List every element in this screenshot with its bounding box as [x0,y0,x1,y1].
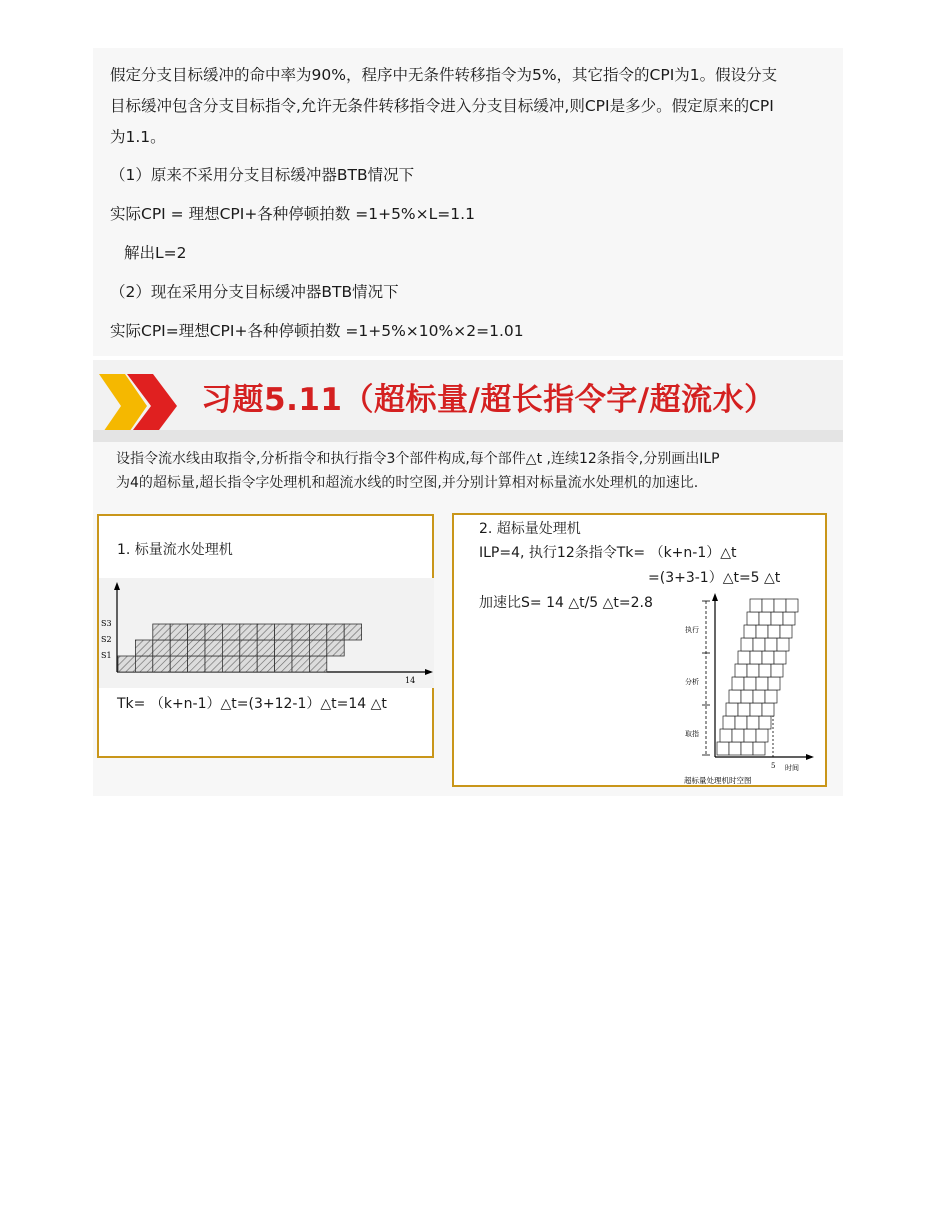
superscalar-cell [735,664,747,677]
pipeline-cell [292,640,309,656]
pipeline-cell [135,640,152,656]
pipeline-cell [309,640,326,656]
exercise-title: 习题5.11（超标量/超长指令字/超流水） [201,382,776,418]
pipeline-cell [222,656,239,672]
superscalar-cell [756,729,768,742]
superscalar-cell [759,716,771,729]
pipeline-cell [153,624,170,640]
superscalar-cell [771,612,783,625]
superscalar-formula-1: ILP=4, 执行12条指令Tk= （k+n-1）△t [479,545,737,561]
pipeline-cell [205,656,222,672]
superscalar-cell [732,729,744,742]
superscalar-cell [720,729,732,742]
superscalar-cell [753,638,765,651]
problem-text-line-3: 为1.1。 [110,128,166,146]
pipeline-cell [275,624,292,640]
diagram-caption: 超标量处理机时空图 [684,776,752,785]
superscalar-cell [768,625,780,638]
superscalar-cell [738,703,750,716]
pipeline-cell [153,656,170,672]
case1-heading: （1）原来不采用分支目标缓冲器BTB情况下 [110,166,415,184]
superscalar-cell [741,690,753,703]
pipeline-cell [275,640,292,656]
pipeline-cell [188,656,205,672]
stage-label-s1: S1 [101,651,112,660]
superscalar-cell [717,742,729,755]
exercise-section [93,442,843,796]
superscalar-grid [717,599,798,755]
pipeline-cell [275,656,292,672]
superscalar-cell [780,625,792,638]
case2-formula: 实际CPI=理想CPI+各种停顿拍数 =1+5%×10%×2=1.01 [110,322,524,340]
superscalar-cell [762,599,774,612]
pipeline-cell [327,640,344,656]
superscalar-cell [765,690,777,703]
case1-result: 解出L=2 [124,244,187,262]
superscalar-cell [744,729,756,742]
superscalar-cell [762,651,774,664]
superscalar-cell [726,703,738,716]
problem-text-line-2: 目标缓冲包含分支目标指令,允许无条件转移指令进入分支目标缓冲,则CPI是多少。假定原来的CPI [110,97,774,115]
pipeline-cell [309,624,326,640]
superscalar-cell [777,638,789,651]
pipeline-cell [222,624,239,640]
exercise-description-line-2: 为4的超标量,超长指令字处理机和超流水线的时空图,并分别计算相对标量流水处理机的加速比. [116,475,699,491]
case1-formula: 实际CPI = 理想CPI+各种停顿拍数 =1+5%×L=1.1 [110,205,475,223]
superscalar-cell [729,690,741,703]
previous-solution-section [93,48,843,356]
pipeline-cell [257,624,274,640]
superscalar-cell [783,612,795,625]
pipeline-cell [205,624,222,640]
stage-label-fetch: 取指 [685,730,699,738]
superscalar-cell [750,651,762,664]
pipeline-cell [292,656,309,672]
case2-heading: （2）现在采用分支目标缓冲器BTB情况下 [110,283,399,301]
pipeline-cell [153,640,170,656]
x-axis-end-label: 14 [405,676,416,685]
superscalar-cell [741,638,753,651]
superscalar-cell [771,664,783,677]
scalar-pipeline-box [97,514,434,758]
superscalar-cell [744,677,756,690]
superscalar-cell [741,742,753,755]
superscalar-cell [729,742,741,755]
problem-text-line-1: 假定分支目标缓冲的命中率为90%，程序中无条件转移指令为5%，其它指令的CPI为1。假设分支 [110,66,778,84]
x-axis-tick-5: 5 [771,762,776,770]
pipeline-cell [205,640,222,656]
pipeline-cell [188,640,205,656]
pipeline-cell [257,640,274,656]
superscalar-cell [747,612,759,625]
pipeline-cell [118,656,135,672]
pipeline-cell [309,656,326,672]
superscalar-cell [759,664,771,677]
stage-label-s2: S2 [101,635,112,644]
pipeline-cell [170,640,187,656]
pipeline-cell [240,640,257,656]
y-axis-arrow-icon [712,593,718,601]
superscalar-cell [738,651,750,664]
pipeline-cell [257,656,274,672]
pipeline-cell [292,624,309,640]
scalar-spacetime-diagram [99,578,434,688]
superscalar-cell [744,625,756,638]
superscalar-cell [759,612,771,625]
pipeline-cell [344,624,361,640]
x-axis-arrow-icon [806,754,814,760]
pipeline-cell [240,624,257,640]
superscalar-cell [774,651,786,664]
pipeline-cell [135,656,152,672]
superscalar-cell [768,677,780,690]
pipeline-cell [170,624,187,640]
stage-label-decode: 分析 [685,678,699,686]
superscalar-cell [774,599,786,612]
superscalar-cell [750,599,762,612]
superscalar-cell [723,716,735,729]
banner-divider [93,430,843,442]
scalar-formula: Tk= （k+n-1）△t=(3+12-1）△t=14 △t [117,696,387,712]
superscalar-box-title: 2. 超标量处理机 [479,521,581,537]
superscalar-cell [747,664,759,677]
superscalar-cell [762,703,774,716]
stage-label-execute: 执行 [685,626,699,634]
exercise-banner [93,360,843,442]
superscalar-speedup: 加速比S= 14 △t/5 △t=2.8 [479,595,653,611]
pipeline-cell [240,656,257,672]
superscalar-cell [732,677,744,690]
superscalar-cell [735,716,747,729]
x-axis-label: 时间 [785,764,799,772]
superscalar-cell [786,599,798,612]
pipeline-cell [188,624,205,640]
superscalar-cell [750,703,762,716]
exercise-description-line-1: 设指令流水线由取指令,分析指令和执行指令3个部件构成,每个部件△t ,连续12条指令,分别画出ILP [116,451,720,467]
pipeline-cell [222,640,239,656]
superscalar-cell [753,690,765,703]
superscalar-cell [747,716,759,729]
scalar-box-title: 1. 标量流水处理机 [117,542,233,558]
pipeline-cell [327,624,344,640]
superscalar-cell [756,677,768,690]
superscalar-spacetime-diagram [672,587,822,787]
superscalar-box [452,513,827,787]
pipeline-cell [170,656,187,672]
superscalar-cell [765,638,777,651]
superscalar-cell [756,625,768,638]
superscalar-cell [753,742,765,755]
superscalar-formula-2: =(3+3-1）△t=5 △t [648,570,781,586]
stage-label-s3: S3 [101,619,112,628]
pipeline-grid [118,624,362,672]
